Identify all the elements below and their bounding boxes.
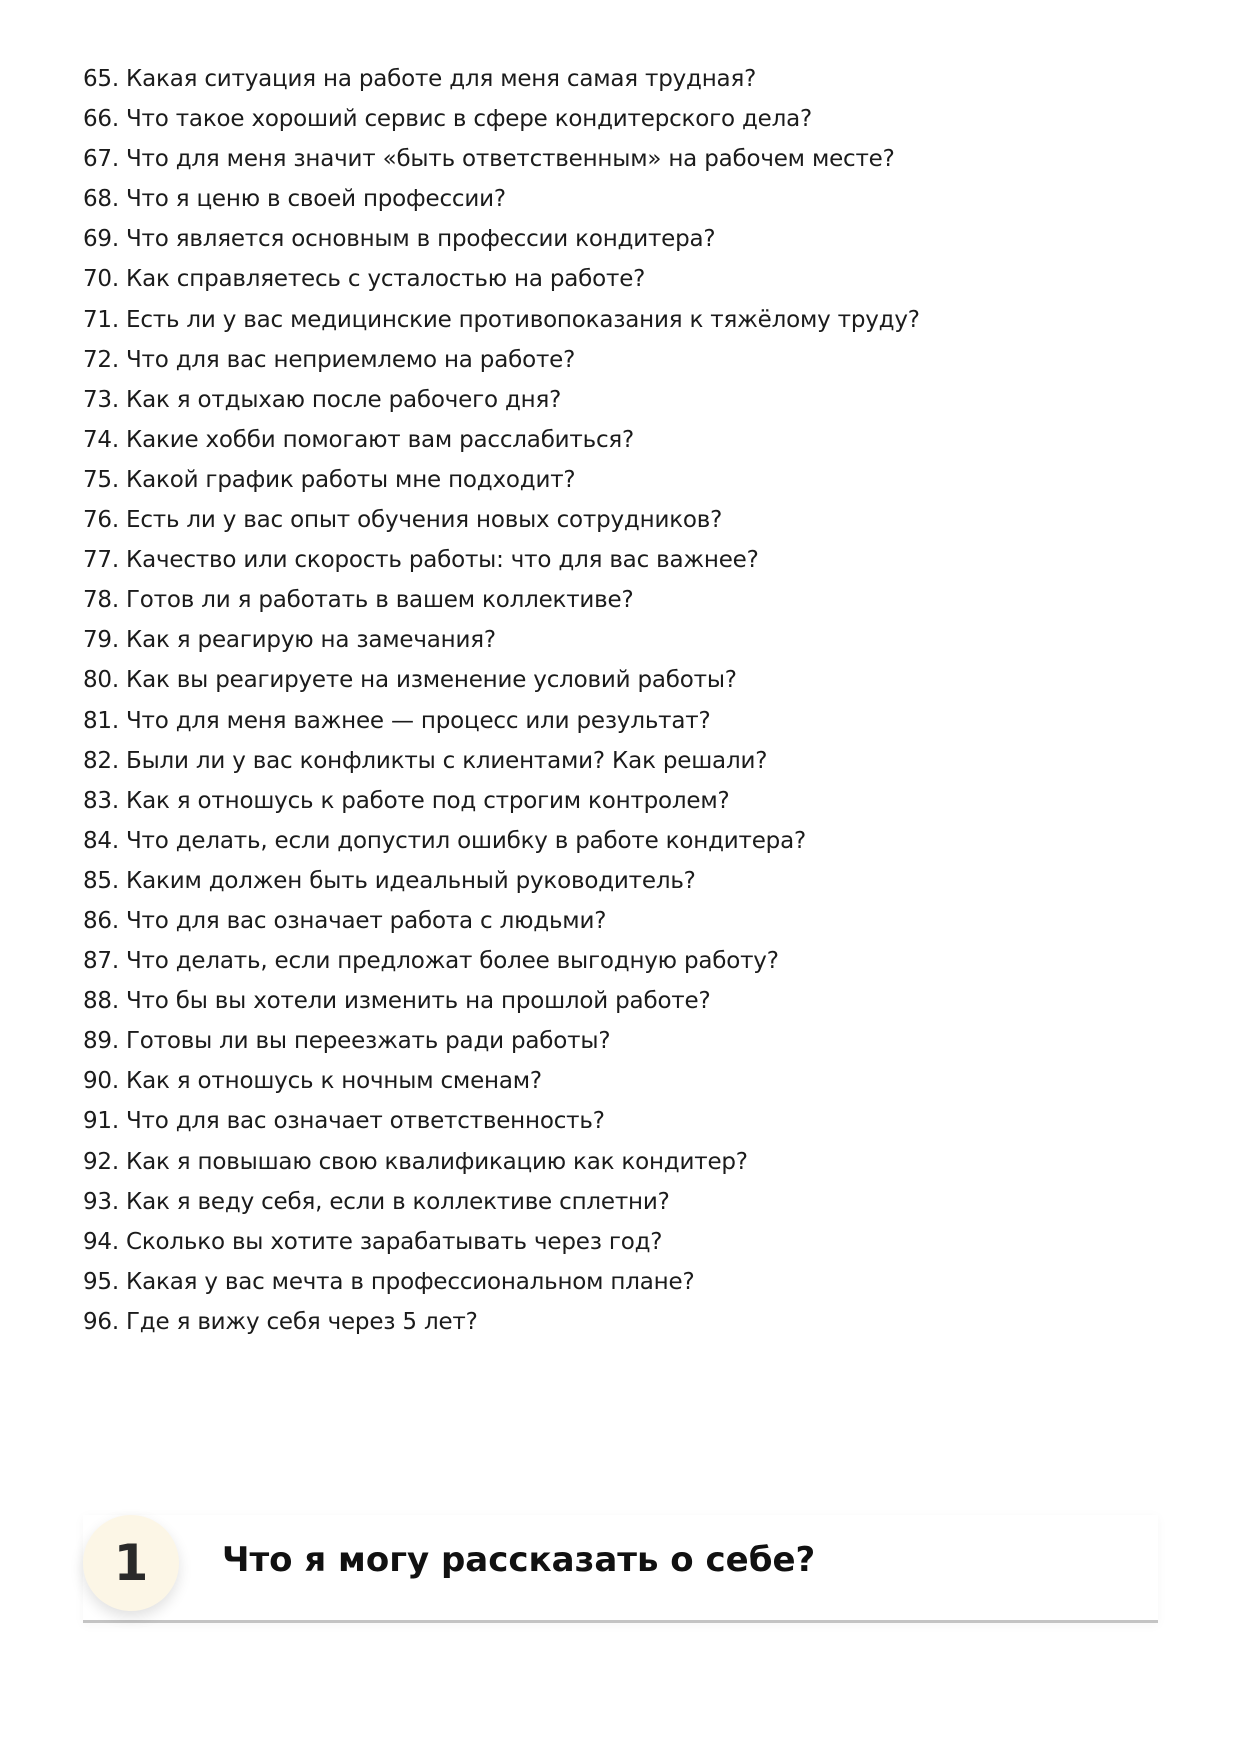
question-item xyxy=(83,99,920,139)
question-number: 69. xyxy=(83,226,119,253)
question-item xyxy=(83,821,920,861)
question-text: Что для вас означает ответственность? xyxy=(125,1108,605,1135)
question-number: 65. xyxy=(83,66,119,92)
question-number: 85. xyxy=(83,867,119,894)
question-text: Что для вас неприемлемо на работе? xyxy=(125,346,576,373)
question-number: 93. xyxy=(83,1188,119,1215)
question-text: Есть ли у вас опыт обучения новых сотрудников? xyxy=(125,507,723,534)
question-text: Как я отношусь к работе под строгим контролем? xyxy=(125,787,730,814)
question-number: 82. xyxy=(83,747,119,774)
question-text: Что для вас означает работа с людьми? xyxy=(125,907,607,934)
question-text: Что я ценю в своей профессии? xyxy=(125,186,506,213)
question-item xyxy=(83,500,920,540)
question-text: Как справляетесь с усталостью на работе? xyxy=(125,266,646,293)
question-text: Как я реагирую на замечания? xyxy=(125,627,496,654)
question-number: 68. xyxy=(83,186,119,213)
question-text: Что является основным в профессии кондитера? xyxy=(125,226,716,253)
section-header xyxy=(83,1515,1158,1623)
question-item xyxy=(83,219,920,259)
question-item xyxy=(83,1061,920,1101)
question-item xyxy=(83,460,920,500)
question-item xyxy=(83,1101,920,1141)
question-item xyxy=(83,259,920,299)
question-number: 88. xyxy=(83,988,119,1015)
question-item xyxy=(83,981,920,1021)
section-title: Что я могу рассказать о себе? xyxy=(222,1540,816,1580)
question-item xyxy=(83,340,920,380)
question-text: Были ли у вас конфликты с клиентами? Как решали? xyxy=(125,747,768,774)
question-number: 71. xyxy=(83,306,119,333)
question-number: 73. xyxy=(83,386,119,413)
question-number: 91. xyxy=(83,1108,119,1135)
question-text: Что делать, если предложат более выгодную работу? xyxy=(125,948,779,975)
question-number: 75. xyxy=(83,466,119,493)
question-text: Сколько вы хотите зарабатывать через год? xyxy=(125,1228,663,1255)
question-number: 78. xyxy=(83,587,119,614)
question-text: Есть ли у вас медицинские противопоказания к тяжёлому труду? xyxy=(125,306,920,333)
question-item xyxy=(83,1182,920,1222)
question-text: Какая у вас мечта в профессиональном плане? xyxy=(125,1268,695,1295)
question-text: Как я повышаю свою квалификацию как кондитер? xyxy=(125,1148,748,1175)
question-item xyxy=(83,1302,920,1342)
question-item xyxy=(83,660,920,700)
question-text: Что такое хороший сервис в сфере кондитерского дела? xyxy=(125,106,813,133)
question-item xyxy=(83,1142,920,1182)
question-number: 86. xyxy=(83,907,119,934)
question-text: Какой график работы мне подходит? xyxy=(125,466,576,493)
question-number: 79. xyxy=(83,627,119,654)
question-number: 80. xyxy=(83,667,119,694)
question-item xyxy=(83,540,920,580)
question-number: 74. xyxy=(83,426,119,453)
question-number: 92. xyxy=(83,1148,119,1175)
question-item xyxy=(83,139,920,179)
question-item xyxy=(83,741,920,781)
question-item xyxy=(83,420,920,460)
question-text: Что делать, если допустил ошибку в работе кондитера? xyxy=(125,827,806,854)
question-number: 66. xyxy=(83,106,119,133)
question-number: 95. xyxy=(83,1268,119,1295)
question-number: 81. xyxy=(83,707,119,734)
question-text: Что для меня важнее — процесс или результат? xyxy=(125,707,711,734)
question-number: 67. xyxy=(83,146,119,173)
question-text: Как вы реагируете на изменение условий работы? xyxy=(125,667,737,694)
question-text: Качество или скорость работы: что для вас важнее? xyxy=(125,547,759,574)
question-item xyxy=(83,861,920,901)
question-text: Как я веду себя, если в коллективе сплетни? xyxy=(125,1188,670,1215)
question-item xyxy=(83,59,920,99)
question-item xyxy=(83,1021,920,1061)
question-item xyxy=(83,941,920,981)
question-text: Какие хобби помогают вам расслабиться? xyxy=(125,426,635,453)
question-item xyxy=(83,620,920,660)
question-number: 84. xyxy=(83,827,119,854)
question-number: 70. xyxy=(83,266,119,293)
question-text: Как я отдыхаю после рабочего дня? xyxy=(125,386,562,413)
question-item xyxy=(83,701,920,741)
question-number: 90. xyxy=(83,1068,119,1095)
question-text: Где я вижу себя через 5 лет? xyxy=(125,1308,478,1335)
question-list xyxy=(83,59,920,1342)
question-number: 77. xyxy=(83,547,119,574)
question-number: 72. xyxy=(83,346,119,373)
section-number-badge: 1 xyxy=(83,1515,179,1611)
question-text: Как я отношусь к ночным сменам? xyxy=(125,1068,542,1095)
question-item xyxy=(83,1262,920,1302)
question-text: Что для меня значит «быть ответственным» на рабочем месте? xyxy=(125,146,895,173)
question-item xyxy=(83,1222,920,1262)
question-item xyxy=(83,901,920,941)
question-text: Готовы ли вы переезжать ради работы? xyxy=(125,1028,611,1055)
question-text: Готов ли я работать в вашем коллективе? xyxy=(125,587,634,614)
question-item xyxy=(83,781,920,821)
question-item xyxy=(83,380,920,420)
question-number: 89. xyxy=(83,1028,119,1055)
question-text: Что бы вы хотели изменить на прошлой работе? xyxy=(125,988,711,1015)
question-item xyxy=(83,300,920,340)
question-item xyxy=(83,580,920,620)
question-number: 87. xyxy=(83,948,119,975)
question-number: 96. xyxy=(83,1308,119,1335)
question-item xyxy=(83,179,920,219)
question-number: 83. xyxy=(83,787,119,814)
question-text: Каким должен быть идеальный руководитель? xyxy=(125,867,696,894)
question-text: Какая ситуация на работе для меня самая трудная? xyxy=(125,66,757,92)
question-number: 94. xyxy=(83,1228,119,1255)
question-number: 76. xyxy=(83,507,119,534)
